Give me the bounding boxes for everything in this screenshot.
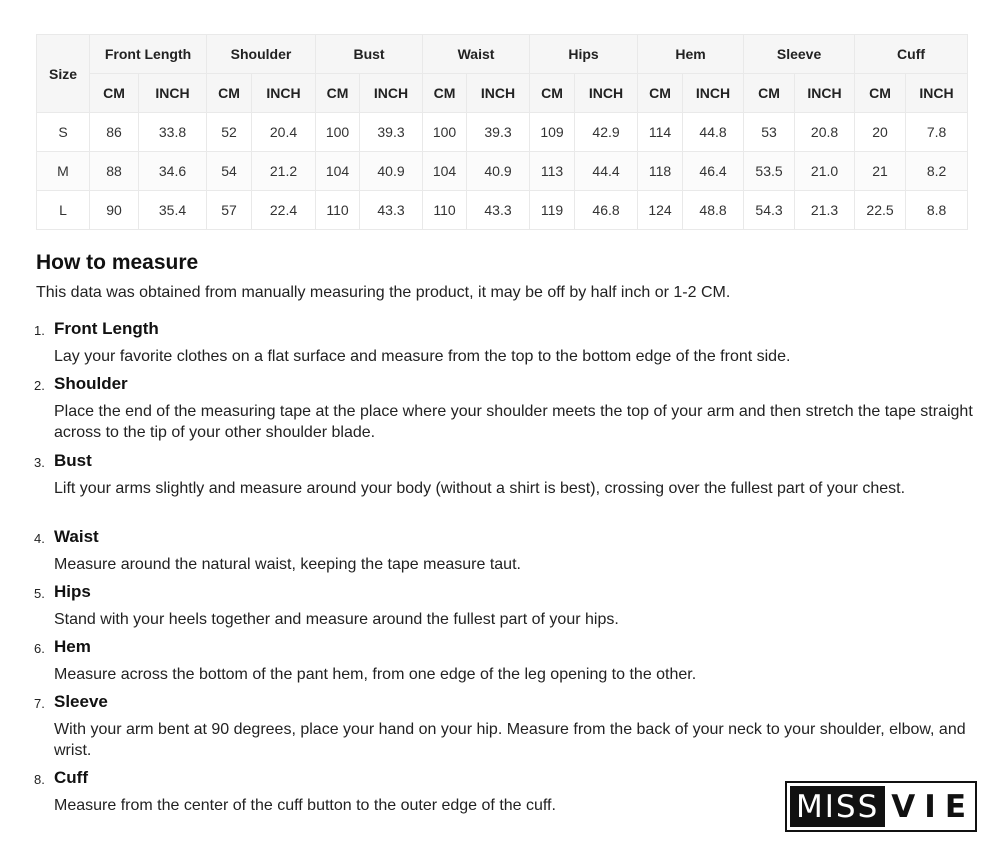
logo-text-miss: MISS (790, 786, 885, 827)
measurement-cell: 20.8 (795, 113, 855, 152)
step-description: Lift your arms slightly and measure around your body (without a shirt is best), crossing over the fullest part of your chest. (54, 480, 906, 497)
measurement-cell: 20.4 (252, 113, 316, 152)
measurement-cell: 40.9 (467, 152, 530, 191)
measurement-cell: 8.2 (906, 152, 968, 191)
measurement-cell: 44.4 (575, 152, 638, 191)
measurement-cell: 43.3 (467, 191, 530, 230)
measurement-cell: 42.9 (575, 113, 638, 152)
step-number: 7. (34, 696, 45, 711)
measurement-cell: 21.3 (795, 191, 855, 230)
size-column-header: Size (37, 35, 90, 113)
measurement-cell: 22.4 (252, 191, 316, 230)
measurement-cell: 104 (316, 152, 360, 191)
step-title: Sleeve (54, 692, 108, 711)
measurement-cell: 124 (638, 191, 683, 230)
step-title: Cuff (54, 768, 88, 787)
how-to-measure-intro: This data was obtained from manually measuring the product, it may be off by half inch or 1-2 CM. (36, 284, 731, 301)
measurement-cell: 33.8 (139, 113, 207, 152)
group-header: Sleeve (744, 35, 855, 74)
unit-header: INCH (139, 74, 207, 113)
measurement-cell: 57 (207, 191, 252, 230)
step-number: 8. (34, 772, 45, 787)
logo-text-vie: VIE (891, 788, 975, 825)
step-description: Measure around the natural waist, keeping the tape measure taut. (54, 556, 521, 573)
unit-header: CM (744, 74, 795, 113)
step-description: Measure across the bottom of the pant hem, from one edge of the leg opening to the other. (54, 666, 697, 683)
measurement-cell: 100 (316, 113, 360, 152)
measurement-cell: 113 (530, 152, 575, 191)
size-cell: L (37, 191, 90, 230)
measurement-cell: 43.3 (360, 191, 423, 230)
step-description: With your arm bent at 90 degrees, place your hand on your hip. Measure from the back of your neck to your shoulder, elbow, and wrist. (54, 721, 966, 759)
unit-header: INCH (906, 74, 968, 113)
step-title: Hem (54, 637, 91, 656)
unit-header: CM (207, 74, 252, 113)
measurement-cell: 100 (423, 113, 467, 152)
unit-header: CM (855, 74, 906, 113)
how-to-measure-heading: How to measure (36, 251, 199, 274)
measurement-cell: 8.8 (906, 191, 968, 230)
size-cell: M (37, 152, 90, 191)
measurement-cell: 110 (316, 191, 360, 230)
step-description: Stand with your heels together and measure around the fullest part of your hips. (54, 611, 619, 628)
measurement-cell: 44.8 (683, 113, 744, 152)
measurement-cell: 119 (530, 191, 575, 230)
measurement-cell: 104 (423, 152, 467, 191)
measurement-cell: 7.8 (906, 113, 968, 152)
measurement-cell: 48.8 (683, 191, 744, 230)
measurement-cell: 114 (638, 113, 683, 152)
group-header: Shoulder (207, 35, 316, 74)
measurement-cell: 54.3 (744, 191, 795, 230)
group-header: Hem (638, 35, 744, 74)
measurement-cell: 53 (744, 113, 795, 152)
unit-header: CM (316, 74, 360, 113)
step-title: Bust (54, 451, 92, 470)
measurement-cell: 109 (530, 113, 575, 152)
group-header: Waist (423, 35, 530, 74)
measurement-cell: 20 (855, 113, 906, 152)
unit-header: INCH (252, 74, 316, 113)
unit-header: INCH (360, 74, 423, 113)
step-description: Place the end of the measuring tape at the place where your shoulder meets the top of your arm and then stretch the tape straight across to the tip of your other shoulder blade. (54, 403, 973, 441)
measurement-cell: 54 (207, 152, 252, 191)
size-cell: S (37, 113, 90, 152)
measurement-cell: 46.4 (683, 152, 744, 191)
unit-header: CM (423, 74, 467, 113)
step-description: Measure from the center of the cuff button to the outer edge of the cuff. (54, 797, 556, 814)
measurement-cell: 39.3 (360, 113, 423, 152)
measurement-cell: 90 (90, 191, 139, 230)
measurement-cell: 53.5 (744, 152, 795, 191)
missvie-logo (785, 781, 977, 832)
step-number: 2. (34, 378, 45, 393)
group-header: Bust (316, 35, 423, 74)
measurement-cell: 21.2 (252, 152, 316, 191)
step-number: 1. (34, 323, 45, 338)
measurement-cell: 39.3 (467, 113, 530, 152)
measurement-cell: 86 (90, 113, 139, 152)
measurement-cell: 52 (207, 113, 252, 152)
step-title: Shoulder (54, 374, 128, 393)
step-title: Hips (54, 582, 91, 601)
measurement-cell: 118 (638, 152, 683, 191)
unit-header: INCH (575, 74, 638, 113)
measurement-cell: 34.6 (139, 152, 207, 191)
measurement-cell: 22.5 (855, 191, 906, 230)
unit-header: INCH (795, 74, 855, 113)
unit-header: CM (638, 74, 683, 113)
group-header: Hips (530, 35, 638, 74)
unit-header: INCH (467, 74, 530, 113)
group-header: Front Length (90, 35, 207, 74)
measurement-cell: 35.4 (139, 191, 207, 230)
measurement-cell: 88 (90, 152, 139, 191)
measurement-cell: 40.9 (360, 152, 423, 191)
step-number: 6. (34, 641, 45, 656)
unit-header: INCH (683, 74, 744, 113)
step-description: Lay your favorite clothes on a flat surface and measure from the top to the bottom edge of the front side. (54, 348, 791, 365)
measurement-cell: 21 (855, 152, 906, 191)
unit-header: CM (530, 74, 575, 113)
step-number: 4. (34, 531, 45, 546)
group-header: Cuff (855, 35, 968, 74)
step-title: Waist (54, 527, 99, 546)
unit-header: CM (90, 74, 139, 113)
measurement-cell: 21.0 (795, 152, 855, 191)
step-number: 3. (34, 455, 45, 470)
step-number: 5. (34, 586, 45, 601)
measurement-cell: 110 (423, 191, 467, 230)
measurement-cell: 46.8 (575, 191, 638, 230)
step-title: Front Length (54, 319, 159, 338)
